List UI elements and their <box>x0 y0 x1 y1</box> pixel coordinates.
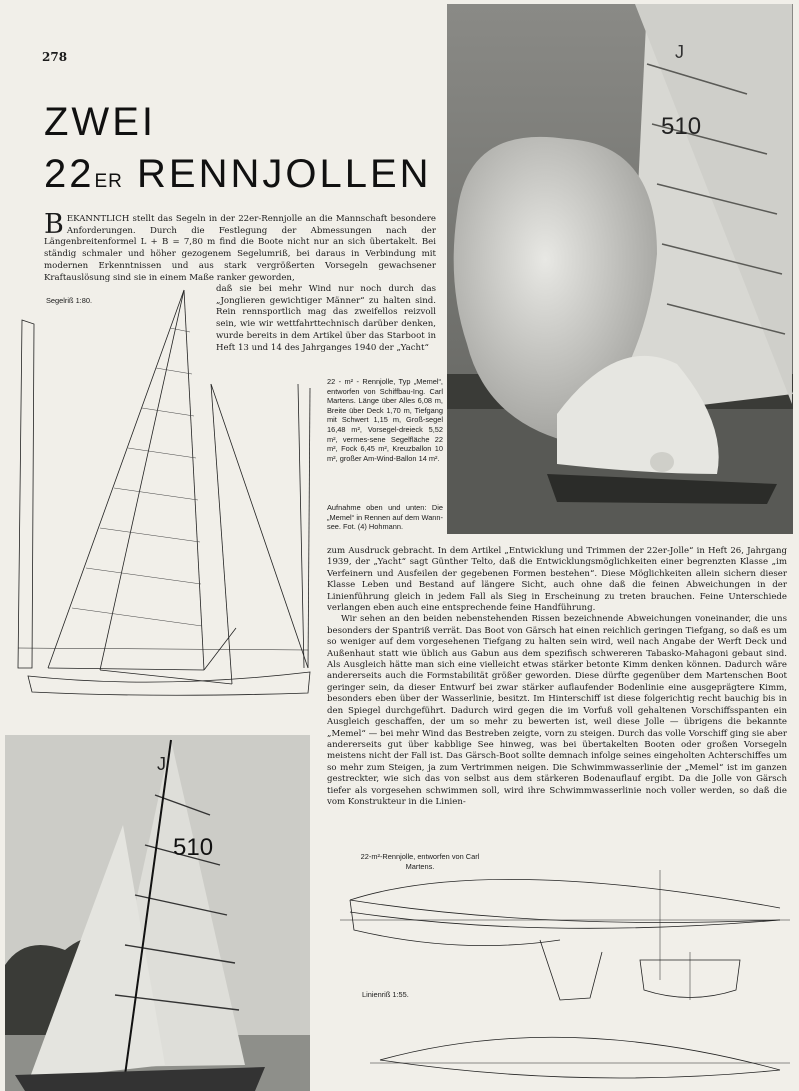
bottom-sail-number: 510 <box>173 834 214 861</box>
body-paragraph-2: Wir sehen an den beiden nebenstehenden Rissen bezeichnende Abweichungen voneinander, die uns besonders der Spantriß verrät. Das Boot von Gärsch hat einen reichlich geringen Tiefgang, so daß es um so weniger auf dem vorgesehenen Tiefgang zu halten sein wird, weil nach Angabe der Werft Deck und Außenhaut statt wie üblich aus Gabun aus dem spezifisch schwereren Tabasko-Mahagoni gebaut sind. Als Ausgleich hätte man sich eine vielleicht etwas stärker betonte Kimm denken können. Dadurch wäre andererseits auch die Formstabilität größer geworden. Diese dürfte gegenüber dem Martenschen Boot geringer sein, da dieser Entwurf bei zwar stärker auflaufender Bodenlinie eine ausgeprägtere Kimm, besonders eben über der Wasserlinie, besitzt. Im Hinterschiff ist diese folgerichtig recht bauchig bis in den Spiegel durchgeführt. Dadurch wird gegen die im Vorfuß voll gehaltenen Vorschiffsspanten ein Ausgleich geschaffen, der um so mehr zu bewerten ist, weil diese Jolle — übrigens die bekannte „Memel“ — bei mehr Wind das Bestreben zeigte, vorn zu steigen. Durch das volle Vorschiff ging sie aber andererseits gut über kabblige See hinweg, was bei übertakelten Booten oder großen Vorsegeln meistens nicht der Fall ist. Das Gärsch-Boot sollte demnach infolge seines eingeholten Achterschiffes um so mehr zum Steigen, ja zum Vertrimmen neigen. Die Schwimmwasserlinie der „Memel“ ist im ganzen gestreckter, wie sich das von selbst aus dem stärkeren Bodenauflauf ergibt. Da die Jolle von Gärsch tiefer als vorgesehen schwimmen soll, wird ihre Schwimmwasserlinie noch voller werden, so daß die vom Konstrukteur in die Linien- <box>327 614 787 807</box>
intro-paragraph-continued: daß sie bei mehr Wind nur noch durch das „Jonglieren gewichtiger Männer“ zu halten sind. Rein rennsportlich mag das zweifellos reizvoll sein, wie wir wettfahrttechnisch darüber denken, wurde bereits in dem Artikel über das Starboot in Heft 13 und 14 des Jahrganges 1940 der „Yacht“ <box>216 284 436 353</box>
lines-plan-scale-label: Linienriß 1:55. <box>362 990 409 999</box>
lines-plan-drawing <box>340 860 795 1085</box>
sail-plan-scale-label: Segelriß 1:80. <box>46 296 93 305</box>
page-number: 278 <box>42 50 68 64</box>
mast-side-view <box>18 320 34 668</box>
body-paragraph-1: zum Ausdruck gebracht. In dem Artikel „Entwicklung und Trimmen der 22er-Jolle“ in Heft 26, Jahrgang 1939, der „Yacht“ sagt Günther Telto, daß die Entwicklungsmöglichkeiten einer begrenzten Klasse „im Verfeinern und Ausfeilen der gegebenen Formen bestehen“. Diese Möglichkeiten allein sichern dieser Klasse Leben und Bestand auf längere Sicht, auch ohne daß die feinen Abweichungen in der Linienführung gleich in jedem Fall als Sieg in Erscheinung zu treten brauchen. Feine Unterschiede verlangen eben auch eine entsprechende feine Handführung. <box>327 546 787 614</box>
title-word: RENNJOLLEN <box>137 152 432 196</box>
top-sail-number: 510 <box>661 113 702 140</box>
title-number: 22 <box>44 152 95 196</box>
top-sail-letter: J <box>675 42 684 62</box>
title-line-1: ZWEI <box>44 100 156 144</box>
photo-memel-sailing <box>5 735 310 1091</box>
drop-cap: B <box>44 209 64 240</box>
lines-plan-caption: 22-m²-Rennjolle, entworfen von Carl Martens. <box>360 852 480 871</box>
sail-plan-drawing <box>8 288 320 698</box>
photo-credit-caption: Aufnahme oben und unten: Die „Memel“ in Rennen auf dem Wann-see. Fot. (4) Hohmann. <box>327 503 443 532</box>
title-line-2 <box>44 152 432 197</box>
intro-text: EKANNTLICH stellt das Segeln in der 22er-Rennjolle an die Mannschaft besondere Anforderungen. Durch die Festlegung der Abmessungen nach der Längenbreitenformel L + B = 7,80 m find die Boote nicht nur an sich übertakelt. Bei ständig schmaler und höher gezogenem Segelumriß, bei daraus in Verbindung mit modernen Erkenntnissen und aus stark vergrößerten Vorsegeln gewachsener Kraftauslösung sind sie in einem Maße ranker geworden, <box>44 214 436 283</box>
article-body <box>327 546 787 808</box>
bottom-sail-letter: J <box>157 754 166 774</box>
intro-paragraph <box>44 209 436 284</box>
title-suffix: ER <box>94 171 123 192</box>
photo-memel-spinnaker <box>447 4 793 534</box>
boat-specifications-caption: 22 - m² - Rennjolle, Typ „Memel“, entworfen von Schiffbau-Ing. Carl Martens. Länge über Alles 6,08 m, Breite über Deck 1,70 m, Tiefgang mit Schwert 1,15 m, Groß-segel 16,48 m², Vorsegel-dreieck 5,52 m², vermes-sene Segelfläche 22 m², Fock 6,45 m², Kreuzballon 10 m², großer Am-Wind-Ballon 14 m². <box>327 377 443 463</box>
